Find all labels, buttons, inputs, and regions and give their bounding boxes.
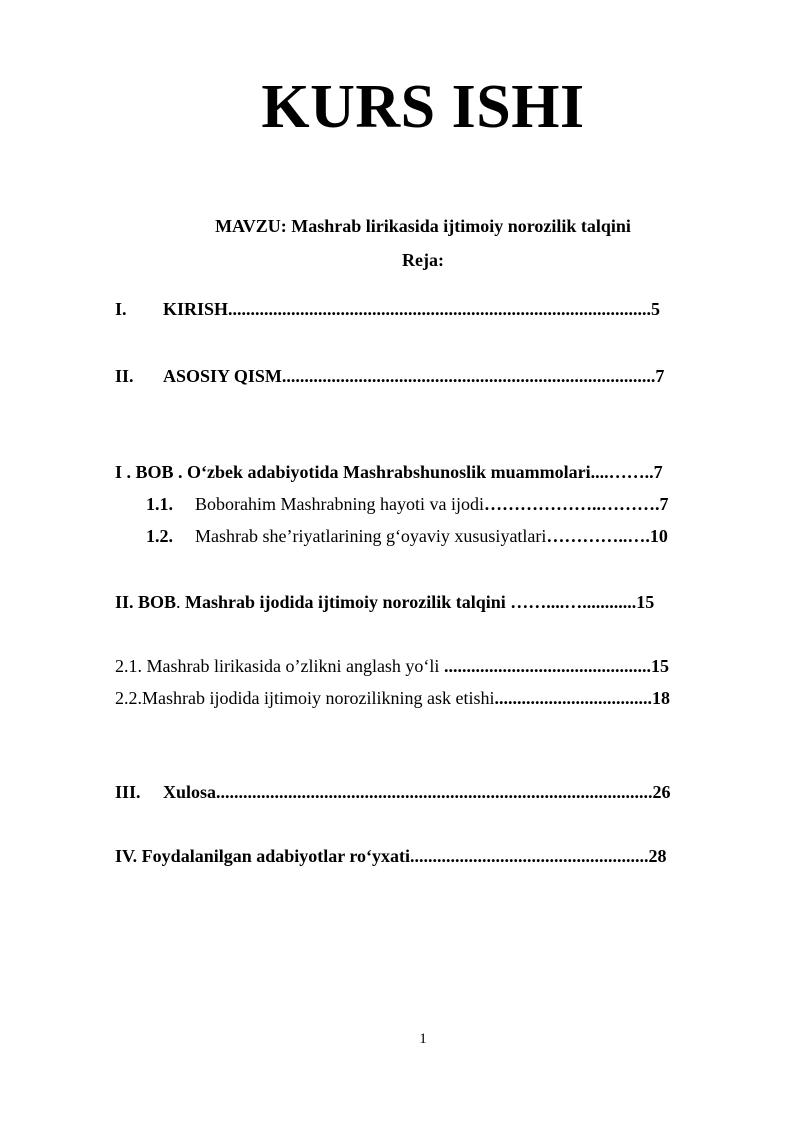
document-title: KURS ISHI: [261, 73, 585, 141]
toc-text: Mashrab ijodida ijtimoiy norozilik talqini ……....…............15: [185, 592, 655, 612]
toc-leader: ..............................................15: [443, 656, 669, 676]
toc-entry-adabiyotlar: IV. Foydalanilgan adabiyotlar ro‘yxati.....................................................28: [115, 846, 667, 866]
toc-leader: ………………..……….7: [483, 494, 669, 514]
toc-text: II. BOB: [115, 592, 177, 612]
toc-entry-2-1: [115, 656, 695, 677]
toc-number: 1.2.: [146, 526, 173, 546]
toc-number: I.: [115, 299, 127, 319]
toc-text: KIRISH..............................................................................................5: [163, 299, 661, 319]
toc-text: Boborahim Mashrabning hayoti va ijodi: [195, 494, 484, 514]
toc-entry-bob1: I . BOB . O‘zbek adabiyotida Mashrabshunoslik muammolari....……..7: [115, 462, 663, 482]
plan-heading: Reja:: [402, 250, 444, 270]
toc-number: III.: [115, 782, 141, 802]
toc-text: 2.1. Mashrab lirikasida o’zlikni anglash yo‘li: [115, 656, 444, 676]
toc-leader: …………..….10: [546, 526, 668, 546]
toc-text-group: [195, 526, 668, 547]
toc-number: 1.1.: [146, 494, 173, 514]
topic-heading: MAVZU: Mashrab lirikasida ijtimoiy norozilik talqini: [215, 216, 631, 236]
toc-text: Xulosa.................................................................................................26: [163, 782, 671, 802]
toc-leader: ...................................18: [494, 688, 670, 708]
toc-number: II.: [115, 366, 134, 386]
toc-text-group: [195, 494, 668, 515]
toc-entry-2-2: [115, 688, 695, 709]
toc-entry-bob2: [115, 592, 695, 613]
toc-text: Mashrab she’riyatlarining g‘oyaviy xususiyatlari: [195, 526, 547, 546]
toc-text: 2.2.Mashrab ijodida ijtimoiy norozilikning ask etishi: [115, 688, 495, 708]
toc-text: .: [176, 592, 186, 612]
page-number: 1: [419, 1031, 427, 1047]
toc-text: ASOSIY QISM...................................................................................7: [163, 366, 665, 386]
